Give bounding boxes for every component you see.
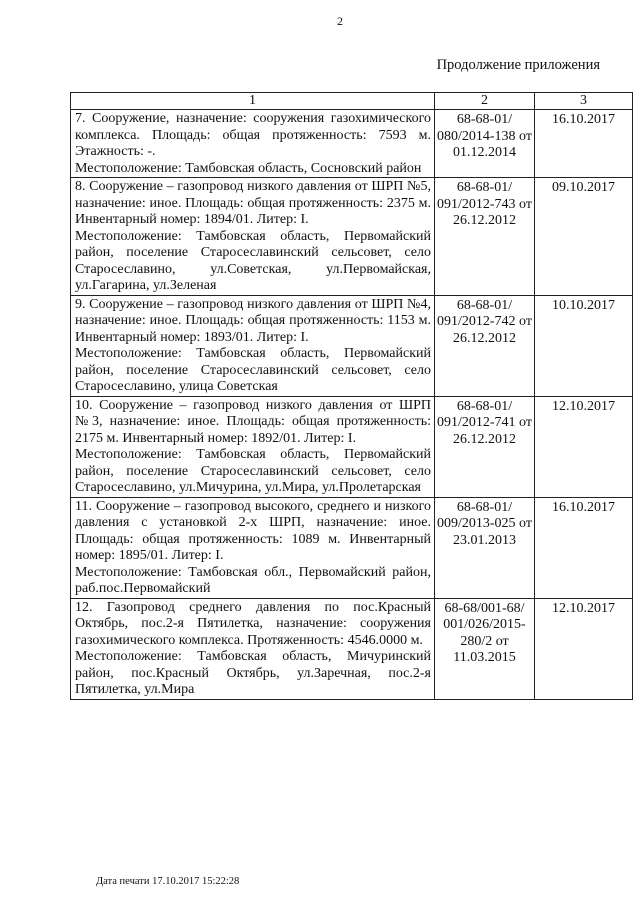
object-location: Местоположение: Тамбовская область, Первомайский район, поселение Старосеславинский сельсовет, село Старосеславино, ул.Советская, ул.Первомайская, ул.Гагарина, ул.Зеленая bbox=[75, 228, 431, 293]
table-row bbox=[71, 110, 633, 178]
registration-number: 68-68-01/ 080/2014-138 от 01.12.2014 bbox=[435, 110, 535, 178]
property-table bbox=[70, 92, 633, 700]
registration-number: 68-68/001-68/ 001/026/2015-280/2 от 11.03.2015 bbox=[435, 598, 535, 699]
object-description-cell bbox=[71, 178, 435, 296]
table-row bbox=[71, 295, 633, 396]
column-header-1: 1 bbox=[71, 93, 435, 110]
record-date: 16.10.2017 bbox=[535, 497, 633, 598]
table-header-row bbox=[71, 93, 633, 110]
record-date: 09.10.2017 bbox=[535, 178, 633, 296]
record-date: 12.10.2017 bbox=[535, 598, 633, 699]
registration-number: 68-68-01/ 091/2012-743 от 26.12.2012 bbox=[435, 178, 535, 296]
registration-number: 68-68-01/ 091/2012-741 от 26.12.2012 bbox=[435, 396, 535, 497]
registration-number: 68-68-01/ 091/2012-742 от 26.12.2012 bbox=[435, 295, 535, 396]
object-location: Местоположение: Тамбовская область, Мичуринский район, пос.Красный Октябрь, ул.Заречная, пос.2-я Пятилетка, ул.Мира bbox=[75, 649, 431, 697]
record-date: 12.10.2017 bbox=[535, 396, 633, 497]
object-description: 8. Сооружение – газопровод низкого давления от ШРП №5, назначение: иное. Площадь: общая протяженность: 2375 м. Инвентарный номер: 1894/01. Литер: I. bbox=[75, 179, 431, 227]
object-description-cell bbox=[71, 295, 435, 396]
continuation-label: Продолжение приложения bbox=[436, 57, 600, 73]
object-description: 10. Сооружение – газопровод низкого давления от ШРП №3, назначение: иное. Площадь: общая протяженность: 2175 м. Инвентарный номер: 1892/01. Литер: I. bbox=[75, 397, 431, 446]
table-row bbox=[71, 497, 633, 598]
object-description: 12. Газопровод среднего давления по пос.Красный Октябрь, пос.2-я Пятилетка, назначение: сооружения газохимического комплекса. Протяженность: 4546.0000 м. bbox=[75, 599, 431, 648]
record-date: 16.10.2017 bbox=[535, 110, 633, 178]
column-header-2: 2 bbox=[435, 93, 535, 110]
page-number: 2 bbox=[337, 14, 343, 28]
object-location: Местоположение: Тамбовская область, Первомайский район, поселение Старосеславинский сельсовет, село Старосеславино, ул.Мичурина, ул.Мира, ул.Пролетарская bbox=[75, 447, 431, 495]
record-date: 10.10.2017 bbox=[535, 295, 633, 396]
registration-number: 68-68-01/ 009/2013-025 от 23.01.2013 bbox=[435, 497, 535, 598]
object-location: Местоположение: Тамбовская область, Первомайский район, поселение Старосеславинский сельсовет, село Старосеславино, улица Советская bbox=[75, 346, 431, 394]
column-header-3: 3 bbox=[535, 93, 633, 110]
object-description-cell bbox=[71, 497, 435, 598]
object-description: 9. Сооружение – газопровод низкого давления от ШРП №4, назначение: иное. Площадь: общая протяженность: 1153 м. Инвентарный номер: 1893/01. Литер: I. bbox=[75, 296, 431, 345]
object-description-cell bbox=[71, 598, 435, 699]
print-date: Дата печати 17.10.2017 15:22:28 bbox=[96, 876, 240, 887]
object-location: Местоположение: Тамбовская область, Сосновский район bbox=[75, 160, 422, 176]
object-description-cell bbox=[71, 396, 435, 497]
table-row bbox=[71, 178, 633, 296]
table-row bbox=[71, 598, 633, 699]
object-description: 7. Сооружение, назначение: сооружения газохимического комплекса. Площадь: общая протяженность: 7593 м. Этажность: -. bbox=[75, 111, 431, 159]
object-location: Местоположение: Тамбовская обл., Первомайский район, раб.пос.Первомайский bbox=[75, 564, 431, 596]
object-description-cell bbox=[71, 110, 435, 178]
object-description: 11. Сооружение – газопровод высокого, среднего и низкого давления с установкой 2-х ШРП, назначение: иное. Площадь: общая протяженность: 1089 м. Инвентарный номер: 1895/01. Литер: I. bbox=[75, 498, 431, 563]
table-row bbox=[71, 396, 633, 497]
